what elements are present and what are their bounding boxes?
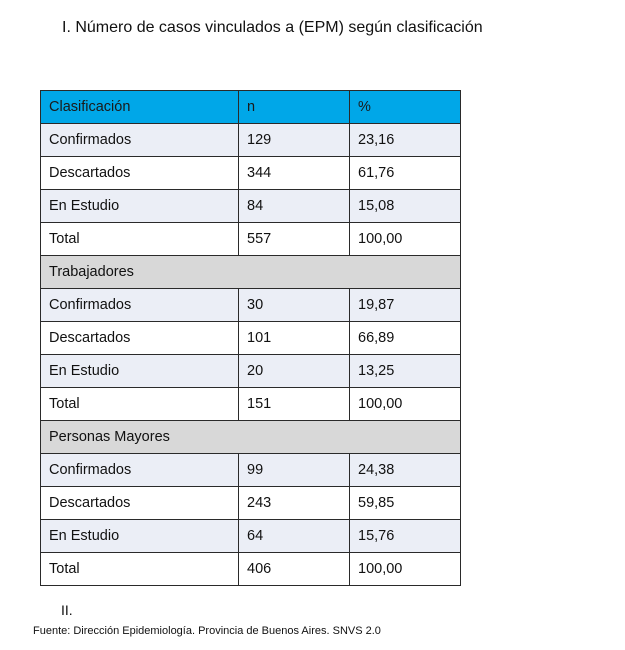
table-header-row <box>41 91 461 124</box>
table-row <box>41 355 461 388</box>
cases-table <box>40 90 461 586</box>
section-row-trabajadores <box>41 256 461 289</box>
row-pct: 59,85 <box>350 487 461 520</box>
row-n: 129 <box>239 124 350 157</box>
row-label: Descartados <box>41 487 239 520</box>
table-row <box>41 520 461 553</box>
table-row <box>41 454 461 487</box>
table-row <box>41 124 461 157</box>
header-n: n <box>239 91 350 124</box>
section-title: Personas Mayores <box>41 421 461 454</box>
row-label: Descartados <box>41 322 239 355</box>
row-n: 101 <box>239 322 350 355</box>
row-pct: 61,76 <box>350 157 461 190</box>
row-n: 151 <box>239 388 350 421</box>
row-n: 557 <box>239 223 350 256</box>
row-label: En Estudio <box>41 520 239 553</box>
row-label: Total <box>41 388 239 421</box>
row-pct: 15,08 <box>350 190 461 223</box>
section-row-personas-mayores <box>41 421 461 454</box>
row-n: 243 <box>239 487 350 520</box>
row-label: Total <box>41 553 239 586</box>
table-row-total <box>41 388 461 421</box>
row-pct: 24,38 <box>350 454 461 487</box>
row-label: Confirmados <box>41 124 239 157</box>
header-percent: % <box>350 91 461 124</box>
table-row <box>41 157 461 190</box>
row-n: 344 <box>239 157 350 190</box>
row-pct: 100,00 <box>350 553 461 586</box>
section-title: Trabajadores <box>41 256 461 289</box>
row-label: Total <box>41 223 239 256</box>
source-note: Fuente: Dirección Epidemiología. Provincia de Buenos Aires. SNVS 2.0 <box>33 625 381 637</box>
footer-numeral: II. <box>61 602 73 618</box>
row-pct: 66,89 <box>350 322 461 355</box>
row-n: 99 <box>239 454 350 487</box>
row-pct: 13,25 <box>350 355 461 388</box>
table-row-total <box>41 553 461 586</box>
row-n: 84 <box>239 190 350 223</box>
row-label: Descartados <box>41 157 239 190</box>
row-pct: 100,00 <box>350 223 461 256</box>
page-title: I. Número de casos vinculados a (EPM) según clasificación <box>62 19 483 36</box>
row-n: 30 <box>239 289 350 322</box>
row-label: En Estudio <box>41 355 239 388</box>
table-row <box>41 289 461 322</box>
row-n: 406 <box>239 553 350 586</box>
row-label: Confirmados <box>41 454 239 487</box>
row-label: En Estudio <box>41 190 239 223</box>
table-row <box>41 322 461 355</box>
header-clasificacion: Clasificación <box>41 91 239 124</box>
table-row <box>41 190 461 223</box>
table-row <box>41 487 461 520</box>
row-pct: 15,76 <box>350 520 461 553</box>
row-pct: 23,16 <box>350 124 461 157</box>
row-pct: 100,00 <box>350 388 461 421</box>
row-n: 20 <box>239 355 350 388</box>
row-label: Confirmados <box>41 289 239 322</box>
row-pct: 19,87 <box>350 289 461 322</box>
row-n: 64 <box>239 520 350 553</box>
table-row-total <box>41 223 461 256</box>
